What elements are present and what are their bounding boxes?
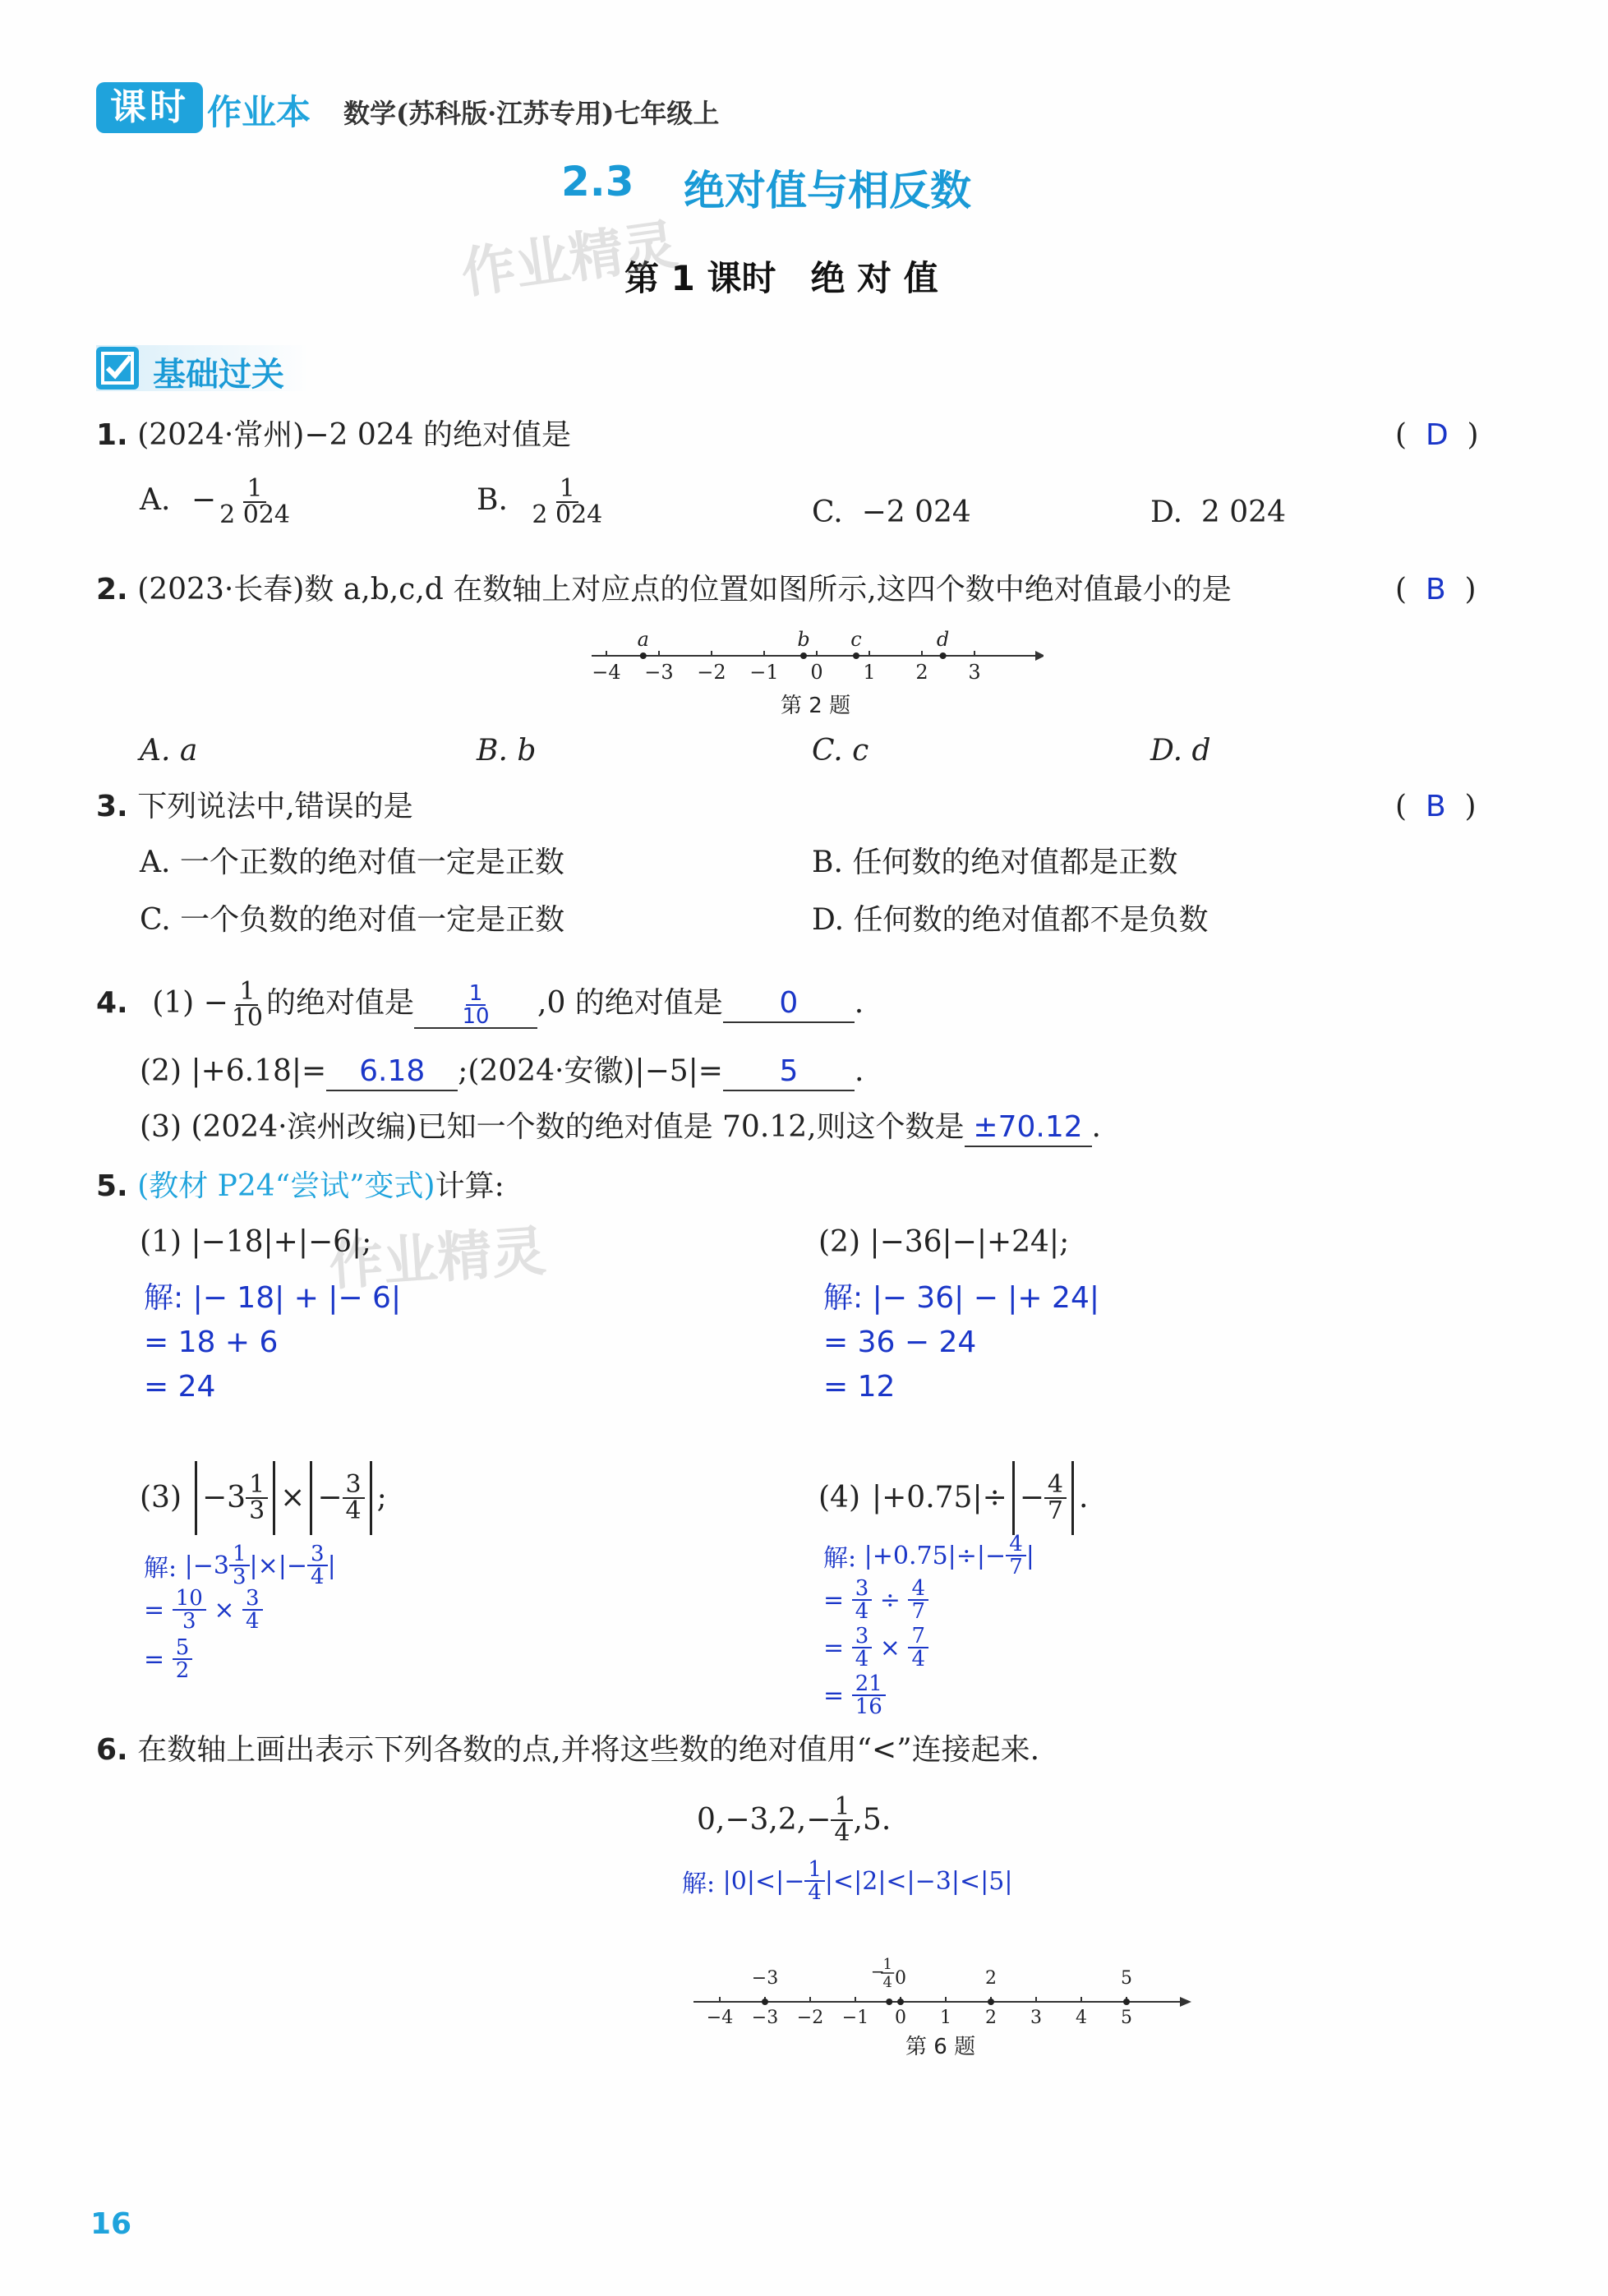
question-number: 1. <box>96 418 128 452</box>
question-6 <box>96 1732 1039 1768</box>
point-label: c <box>850 628 862 651</box>
option-a: A. 一个正数的绝对值一定是正数 <box>140 846 564 879</box>
option-d: D. 2 024 <box>1150 496 1286 529</box>
fraction: $\frac{1}{2 024}$ <box>219 474 290 529</box>
answer-blank <box>965 1109 1092 1147</box>
tick-label: −2 <box>697 661 726 684</box>
tick-label: 0 <box>895 2008 906 2028</box>
question-number: 2. <box>96 573 128 606</box>
tick-label: −4 <box>592 661 621 684</box>
answer: B <box>1425 573 1446 606</box>
abs-bar <box>1012 1461 1015 1535</box>
tick-label: −1 <box>841 2008 869 2028</box>
solution-line: = 12 <box>823 1370 896 1404</box>
tick-label: −1 <box>749 661 779 684</box>
tick-label: 5 <box>1121 2008 1132 2028</box>
option-label: B. <box>477 483 508 517</box>
solution-line: = 36 − 24 <box>823 1326 977 1359</box>
page-number: 16 <box>90 2207 132 2241</box>
fraction: $\frac{4}{7}$ <box>1044 1473 1067 1524</box>
section-title: 绝对值与相反数 <box>684 167 971 214</box>
tick-label: 2 <box>915 661 928 684</box>
fraction: $\frac{1}{4}$ <box>831 1795 853 1846</box>
question-4-part-2: (2) |+6.18|= 6.18 ;(2024·安徽)|−5|= 5 . <box>140 1053 864 1091</box>
tick-label: 1 <box>863 661 876 684</box>
plotted-point <box>897 1999 904 2005</box>
abs-bar <box>310 1461 312 1535</box>
question-stem: 下列说法中,错误的是 <box>137 790 413 823</box>
question-number: 5. <box>96 1169 128 1203</box>
part-3: (3) −3 $\frac{1}{3}$ × − $\frac{3}{4}$ ; <box>140 1461 387 1535</box>
axis-arrow <box>1035 651 1044 661</box>
question-2 <box>96 572 1232 608</box>
series-title: 作业本 <box>207 92 311 132</box>
answer-blank <box>723 985 855 1023</box>
point-b <box>800 652 807 659</box>
solution-line: 解: |−3 $\frac{1}{3}$ |×|− $\frac{3}{4}$ | <box>144 1542 336 1589</box>
fraction: $\frac{3}{4}$ <box>343 1473 365 1524</box>
point-c <box>853 652 859 659</box>
option-c: C. c <box>812 734 869 768</box>
answer: 6.18 <box>359 1054 426 1088</box>
lesson-title: 第 1 课时 绝 对 值 <box>624 258 938 298</box>
part-label: (1) − <box>152 986 228 1020</box>
question-1 <box>96 417 571 454</box>
point-label: 2 <box>985 1968 997 1989</box>
point-label: −3 <box>751 1968 779 1989</box>
section-label: 基础过关 <box>153 356 284 394</box>
logo-badge <box>96 82 203 133</box>
solution-line: 解: |0|<|− $\frac{1}{4}$ |<|2|<|−3|<|5| <box>682 1857 1013 1905</box>
plotted-point <box>988 1999 994 2005</box>
book-subtitle: 数学(苏科版·江苏专用)七年级上 <box>343 98 720 129</box>
point-label: a <box>637 628 649 651</box>
question-5 <box>96 1169 505 1205</box>
tick-label: 2 <box>985 2008 997 2028</box>
solution-line: = $\frac{10}{3}$ × $\frac{3}{4}$ <box>144 1588 263 1632</box>
fraction: $\frac{1}{3}$ <box>246 1473 268 1524</box>
abs-bar <box>195 1461 197 1535</box>
plotted-point <box>762 1999 768 2005</box>
option-label: A. <box>140 483 171 517</box>
plotted-point <box>1123 1999 1130 2005</box>
part-2: (2) |−36|−|+24|; <box>818 1225 1070 1259</box>
question-stem: 在数轴上画出表示下列各数的点,并将这些数的绝对值用“<”连接起来. <box>137 1733 1040 1767</box>
tick-label: 1 <box>940 2008 951 2028</box>
answer: B <box>1425 790 1446 823</box>
number-line-q2 <box>583 625 1044 698</box>
part-1: (1) |−18|+|−6|; <box>140 1225 372 1259</box>
question-number: 3. <box>96 790 128 823</box>
option-b: B. 任何数的绝对值都是正数 <box>812 846 1178 879</box>
answer-bracket: ( B ) <box>1395 573 1477 606</box>
point-label: d <box>936 628 950 651</box>
option-c: C. −2 024 <box>812 496 971 529</box>
solution-line: = $\frac{3}{4}$ × $\frac{7}{4}$ <box>823 1625 928 1670</box>
point-label-sign: − <box>870 1962 885 1981</box>
question-4: 4. (1) − $\frac{1}{10}$ 的绝对值是 $\frac{1}{10}$ ,0 的绝对值是 0 . <box>96 977 864 1032</box>
point-d <box>940 652 947 659</box>
answer: ±70.12 <box>973 1110 1083 1144</box>
option-a: A. a <box>140 734 198 768</box>
solution-line: = $\frac{5}{2}$ <box>144 1637 192 1681</box>
question-4-part-3: (3) (2024·滨州改编)已知一个数的绝对值是 70.12,则这个数是 ±70.12 . <box>140 1109 1101 1147</box>
solution-line: 解: |− 36| − |+ 24| <box>823 1281 1099 1315</box>
section-number: 2.3 <box>561 158 634 205</box>
answer-blank <box>414 983 537 1029</box>
watermark: 作业精灵 <box>327 1219 548 1298</box>
answer: 5 <box>779 1054 799 1088</box>
check-icon <box>96 347 139 390</box>
plotted-point-quarter <box>886 1999 892 2005</box>
logo-text: 课时 <box>110 86 189 128</box>
figure-caption: 第 6 题 <box>905 2035 976 2059</box>
tick-label: −2 <box>796 2008 824 2028</box>
answer-fraction: $\frac{1}{10}$ <box>462 981 490 1029</box>
axis-arrow <box>1180 1997 1191 2007</box>
figure-caption: 第 2 题 <box>781 694 851 718</box>
point-a <box>640 652 647 659</box>
tick-label: 3 <box>968 661 981 684</box>
answer: 0 <box>779 986 799 1020</box>
question-number: 4. <box>96 986 128 1020</box>
point-label: 5 <box>1121 1968 1132 1989</box>
option-b <box>477 474 606 529</box>
solution-line: 解: |− 18| + |− 6| <box>144 1281 402 1315</box>
sign: − <box>191 483 217 517</box>
watermark: 作业精灵 <box>457 212 681 306</box>
question-3 <box>96 789 413 825</box>
option-a <box>140 474 293 529</box>
solution-line: = 24 <box>144 1370 216 1404</box>
tick-label: −3 <box>751 2008 779 2028</box>
answer-bracket: ( B ) <box>1395 790 1477 823</box>
tick-label: 3 <box>1030 2008 1042 2028</box>
option-c: C. 一个负数的绝对值一定是正数 <box>140 903 565 937</box>
option-b: B. b <box>477 734 537 768</box>
abs-bar <box>273 1461 275 1535</box>
part-4: (4) |+0.75|÷ − $\frac{4}{7}$ . <box>818 1461 1088 1535</box>
question-number: 6. <box>96 1733 128 1767</box>
number-list: 0,−3,2,− $\frac{1}{4}$ ,5. <box>697 1792 892 1847</box>
option-d: D. 任何数的绝对值都不是负数 <box>812 903 1209 937</box>
answer-bracket: ( D ) <box>1395 418 1479 452</box>
solution-line: 解: |+0.75|÷|− $\frac{4}{7}$ | <box>823 1532 1034 1579</box>
answer: D <box>1425 418 1449 452</box>
solution-line: = 18 + 6 <box>144 1326 279 1359</box>
abs-bar <box>1071 1461 1074 1535</box>
option-d: D. d <box>1150 734 1211 768</box>
question-stem: (2023·长春)数 a,b,c,d 在数轴上对应点的位置如图所示,这四个数中绝对值最小的是 <box>137 573 1232 606</box>
tick-label: 0 <box>810 661 823 684</box>
point-label: 0 <box>895 1968 906 1989</box>
tick-label: −4 <box>706 2008 734 2028</box>
solution-line: = $\frac{3}{4}$ ÷ $\frac{4}{7}$ <box>823 1578 928 1622</box>
tick-label: 4 <box>1076 2008 1087 2028</box>
abs-bar <box>370 1461 372 1535</box>
point-label: b <box>797 628 810 651</box>
answer-blank <box>326 1053 458 1091</box>
tick-label: −3 <box>644 661 674 684</box>
point-label-numerator: 1 <box>882 1956 892 1973</box>
fraction: $\frac{1}{2 024}$ <box>532 474 603 529</box>
question-source: (教材 P24“尝试”变式) <box>137 1169 435 1203</box>
answer-blank <box>723 1053 855 1091</box>
question-stem: 计算: <box>435 1169 505 1203</box>
fraction: $\frac{1}{10}$ <box>231 977 263 1032</box>
question-stem: (2024·常州)−2 024 的绝对值是 <box>137 418 572 452</box>
point-label-denominator: 4 <box>882 1974 892 1991</box>
solution-line: = $\frac{21}{16}$ <box>823 1673 886 1717</box>
